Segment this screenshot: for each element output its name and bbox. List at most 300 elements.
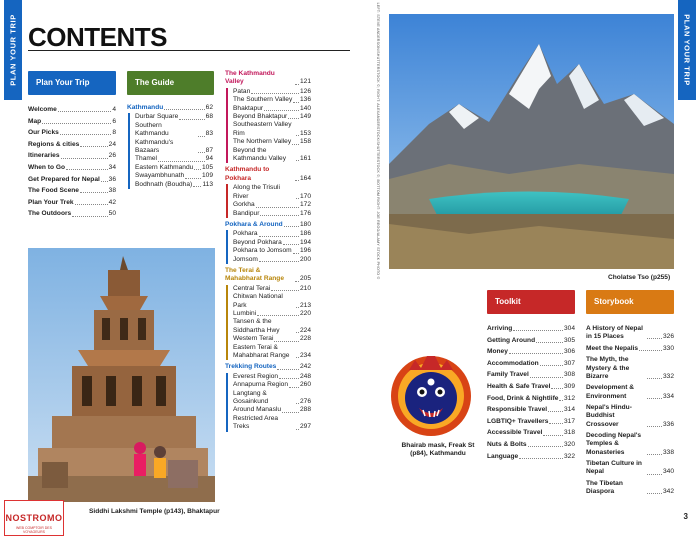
guide-section-items <box>128 113 213 189</box>
leader-dots <box>158 161 205 162</box>
leader-dots <box>536 342 563 343</box>
toolkit-item-page: 306 <box>563 348 575 356</box>
guide-item-page: 158 <box>299 138 311 146</box>
guide-item-page: 288 <box>299 406 311 414</box>
storybook-item[interactable] <box>586 384 674 400</box>
leader-dots <box>513 330 563 331</box>
leader-dots <box>179 119 204 120</box>
leader-dots <box>295 84 299 85</box>
guide-section <box>225 70 311 163</box>
guide-item-page: 136 <box>299 96 311 104</box>
guide-item[interactable] <box>233 390 311 407</box>
storybook-item-page: 340 <box>662 468 674 476</box>
plan-item-page: 26 <box>108 152 116 160</box>
guide-item-page: 200 <box>299 255 311 263</box>
guide-item-page: 297 <box>299 423 311 431</box>
toolkit-item-page: 318 <box>563 429 575 437</box>
toolkit-item-label: Food, Drink & Nightlife <box>487 394 559 402</box>
toolkit-item-label: Family Travel <box>487 371 529 379</box>
guide-item[interactable] <box>233 147 311 164</box>
leader-dots <box>551 388 563 389</box>
toolkit-item[interactable] <box>487 441 575 449</box>
plan-item[interactable] <box>28 106 116 114</box>
guide-item[interactable] <box>135 164 213 172</box>
guide-item-label: Bodhnath (Boudha) <box>135 180 193 188</box>
leader-dots <box>647 398 662 399</box>
plan-item[interactable] <box>28 141 116 149</box>
toolkit-item-page: 322 <box>563 452 575 460</box>
guide-section-title[interactable] <box>225 363 311 371</box>
mask-caption: Bhairab mask, Freak St (p84), Kathmandu <box>401 442 475 457</box>
guide-item-page: 113 <box>202 180 213 188</box>
section-title-label: The Kathmandu Valley <box>225 70 275 86</box>
leader-dots <box>289 387 299 388</box>
section-title-page: 180 <box>299 220 311 228</box>
guide-item-label: Patan <box>233 87 251 95</box>
plan-item[interactable] <box>28 152 116 160</box>
guide-column-1 <box>127 104 213 192</box>
guide-item-page: 228 <box>299 335 311 343</box>
guide-item-page: 260 <box>299 381 311 389</box>
guide-section <box>127 104 213 189</box>
guide-item-label: Pokhara <box>233 230 258 238</box>
guide-item-label: Lumbini <box>233 309 257 317</box>
section-title-label: The Terai & Mahabharat Range <box>225 266 284 283</box>
photo-credit: LEFT: STEVE ANDERSON/SHUTTERSTOCK ©; RIGHT: ALEXANDERSTOCK/SHUTTERSTOCK ©; BOTTOM RIGHT: JOE REGO/ALAMY STOCK PHOTO © <box>376 2 380 280</box>
plan-item-label: Get Prepared for Nepal <box>28 175 100 183</box>
leader-dots <box>60 134 112 135</box>
toolkit-item[interactable] <box>487 371 575 379</box>
plan-item-page: 42 <box>108 198 116 206</box>
toolkit-item[interactable] <box>487 337 575 345</box>
guide-item[interactable] <box>233 256 311 264</box>
plan-item[interactable] <box>28 187 116 195</box>
guide-item[interactable] <box>233 247 311 255</box>
leader-dots <box>548 411 563 412</box>
guide-item-page: 276 <box>299 398 311 406</box>
leader-dots <box>257 315 299 316</box>
guide-item[interactable] <box>233 184 311 201</box>
storybook-item-label: Development & Environment <box>586 384 634 400</box>
toolkit-item[interactable] <box>487 360 575 368</box>
plan-item[interactable] <box>28 176 116 184</box>
section-title-page: 121 <box>299 78 311 86</box>
storybook-item-label: The Myth, the Mystery & the Bizarre <box>586 356 630 380</box>
guide-item[interactable] <box>233 285 311 293</box>
leader-dots <box>164 109 204 110</box>
guide-item-label: Beyond the Kathmandu Valley <box>233 146 287 163</box>
plan-item-page: 4 <box>112 106 116 113</box>
leader-dots <box>559 400 563 401</box>
storybook-item-page: 338 <box>662 448 674 456</box>
plan-item-page: 50 <box>108 210 116 218</box>
leader-dots <box>75 204 108 205</box>
leader-dots <box>101 181 108 182</box>
guide-item-page: 176 <box>299 209 311 217</box>
toolkit-item-page: 308 <box>563 371 575 379</box>
guide-item-label: Kathmandu's Bazaars <box>135 138 174 155</box>
leader-dots <box>277 369 299 370</box>
guide-item-page: 87 <box>205 147 213 155</box>
guide-item-page: 224 <box>299 326 311 334</box>
guide-section-items <box>226 230 311 264</box>
guide-item[interactable] <box>233 373 311 381</box>
plan-item-label: Map <box>28 117 42 125</box>
toolkit-list <box>487 325 575 464</box>
leader-dots <box>296 357 299 358</box>
guide-item[interactable] <box>135 172 213 180</box>
guide-item[interactable] <box>233 201 311 209</box>
guide-item[interactable] <box>233 406 311 414</box>
leader-dots <box>284 226 299 227</box>
section-title-page: 205 <box>299 275 311 283</box>
leader-dots <box>42 123 111 124</box>
leader-dots <box>194 169 201 170</box>
guide-item-label: Eastern Terai & Mahabharat Range <box>233 343 290 359</box>
section-title-page: 164 <box>299 174 311 182</box>
guide-item-label: Western Terai <box>233 335 274 343</box>
storybook-item[interactable] <box>586 325 674 341</box>
the-guide-header: The Guide <box>127 71 214 95</box>
leader-dots <box>282 412 299 413</box>
toolkit-item-page: 309 <box>563 382 575 390</box>
guide-item[interactable] <box>233 121 311 138</box>
plan-item-page: 24 <box>108 140 116 148</box>
guide-item-label: Restricted Area Treks <box>233 414 279 431</box>
plan-item-label: The Food Scene <box>28 187 79 195</box>
leader-dots <box>295 281 299 282</box>
guide-item-page: 196 <box>299 247 311 255</box>
leader-dots <box>543 435 563 436</box>
section-title-label: Pokhara & Around <box>225 220 283 228</box>
toolkit-item-page: 317 <box>563 417 575 425</box>
toolkit-item-label: Getting Around <box>487 336 536 344</box>
guide-item-page: 105 <box>201 163 213 171</box>
guide-item-label: Bhaktapur <box>233 104 264 112</box>
leader-dots <box>80 192 108 193</box>
storybook-list <box>586 325 674 500</box>
leader-dots <box>259 261 299 262</box>
toolkit-item-label: Arriving <box>487 325 513 332</box>
guide-item[interactable] <box>233 344 311 361</box>
leader-dots <box>530 377 563 378</box>
guide-item[interactable] <box>233 293 311 310</box>
guide-section <box>225 221 311 264</box>
leader-dots <box>540 365 563 366</box>
guide-item-label: Beyond Bhaktapur <box>233 113 288 121</box>
toolkit-item-label: Health & Safe Travel <box>487 382 551 390</box>
guide-item-label: Southeastern Valley Rim <box>233 121 292 137</box>
toolkit-item-label: Language <box>487 452 519 460</box>
guide-item-label: Everest Region <box>233 372 279 380</box>
plan-item[interactable] <box>28 210 116 218</box>
plan-item-label: Plan Your Trek <box>28 198 74 206</box>
guide-item-label: Thamel <box>135 155 157 163</box>
section-title-label: Kathmandu to Pokhara <box>225 166 270 182</box>
mountain-photo <box>389 14 674 269</box>
guide-section <box>225 166 311 217</box>
guide-item-label: Eastern Kathmandu <box>135 163 194 171</box>
plan-item[interactable] <box>28 164 116 172</box>
guide-item-page: 213 <box>299 301 311 309</box>
toolkit-item[interactable] <box>487 406 575 414</box>
guide-item[interactable] <box>233 335 311 343</box>
toolkit-item[interactable] <box>487 418 575 426</box>
leader-dots <box>647 493 662 494</box>
guide-item-label: Around Manaslu <box>233 406 282 414</box>
storybook-item-label: Nepal's Hindu-Buddhist Crossover <box>586 404 632 428</box>
leader-dots <box>256 207 299 208</box>
guide-item-page: 210 <box>299 284 311 292</box>
toolkit-item-page: 307 <box>563 359 575 367</box>
leader-dots <box>293 102 299 103</box>
toolkit-item[interactable] <box>487 395 575 403</box>
leader-dots <box>193 186 201 187</box>
plan-item-page: 34 <box>108 163 116 171</box>
leader-dots <box>260 215 299 216</box>
leader-dots <box>647 454 662 455</box>
toolkit-item[interactable] <box>487 325 575 333</box>
guide-item-label: The Southern Valley <box>233 96 293 104</box>
guide-item-page: 140 <box>299 104 311 112</box>
guide-item-page: 172 <box>299 201 311 209</box>
storybook-item[interactable] <box>586 480 674 496</box>
guide-item[interactable] <box>135 155 213 163</box>
guide-item[interactable] <box>233 310 311 318</box>
guide-item[interactable] <box>233 88 311 96</box>
storybook-item[interactable] <box>586 356 674 381</box>
leader-dots <box>647 378 662 379</box>
guide-item-label: Along the Trisuli River <box>233 184 280 200</box>
guide-item[interactable] <box>135 139 213 156</box>
guide-item-label: Southern Kathmandu <box>135 121 169 138</box>
temple-photo <box>28 248 215 502</box>
leader-dots <box>66 169 108 170</box>
guide-item-label: Bandipur <box>233 209 260 217</box>
toolkit-item-page: 304 <box>563 325 575 332</box>
guide-item-label: Annapurna Region <box>233 381 288 389</box>
guide-section-title[interactable] <box>225 166 311 183</box>
guide-item-label: Central Terai <box>233 284 271 292</box>
storybook-item[interactable] <box>586 432 674 457</box>
plan-your-trip-header: Plan Your Trip <box>28 71 116 95</box>
guide-section-items <box>226 285 311 361</box>
guide-item-page: 170 <box>299 192 311 200</box>
storybook-item-page: 342 <box>662 488 674 496</box>
guide-item-label: Swayambhunath <box>135 172 185 180</box>
guide-section-title[interactable] <box>225 70 311 87</box>
plan-your-trip-list <box>28 106 116 222</box>
toolkit-item-label: Responsible Travel <box>487 406 548 414</box>
bhairab-mask-image <box>389 352 473 442</box>
leader-dots <box>296 307 299 308</box>
guide-section-items <box>226 88 311 164</box>
guide-item-label: The Northern Valley <box>233 138 292 146</box>
plan-item-label: Our Picks <box>28 129 59 137</box>
toolkit-item[interactable] <box>487 429 575 437</box>
guide-item-label: Pokhara to Jomsom <box>233 247 292 255</box>
temple-caption: Siddhi Lakshmi Temple (p143), Bhaktapur <box>89 508 220 515</box>
plan-item-page: 38 <box>108 187 116 195</box>
guide-section-items <box>226 184 311 218</box>
guide-item-label: Chitwan National Park <box>233 293 283 309</box>
leader-dots <box>549 423 563 424</box>
storybook-item[interactable] <box>586 345 674 353</box>
toolkit-item-label: Accommodation <box>487 359 539 367</box>
plan-item-page: 36 <box>108 175 116 183</box>
plan-item-label: When to Go <box>28 163 65 171</box>
toolkit-item-label: Money <box>487 348 508 356</box>
guide-item-label: Gorkha <box>233 201 255 209</box>
leader-dots <box>296 198 299 199</box>
toolkit-item-label: Accessible Travel <box>487 429 543 437</box>
plan-item[interactable] <box>28 129 116 137</box>
guide-item-page: 149 <box>299 113 311 121</box>
leader-dots <box>185 178 201 179</box>
plan-item[interactable] <box>28 118 116 126</box>
section-title-page: 62 <box>205 104 213 111</box>
guide-section <box>225 363 311 431</box>
storybook-item[interactable] <box>586 460 674 476</box>
storybook-item-page: 334 <box>662 392 674 400</box>
section-title-label: Kathmandu <box>127 104 164 111</box>
guide-item-label: Beyond Pokhara <box>233 238 282 246</box>
guide-item-page: 186 <box>299 230 311 238</box>
leader-dots <box>528 446 563 447</box>
plan-item-label: Regions & cities <box>28 140 80 148</box>
plan-item-label: The Outdoors <box>28 210 72 218</box>
plan-item-page: 8 <box>112 129 116 137</box>
leader-dots <box>647 426 662 427</box>
toolkit-item-label: LGBTIQ+ Travellers <box>487 417 549 425</box>
storybook-header: Storybook <box>586 290 674 314</box>
guide-item-label: Jomsom <box>233 255 258 263</box>
guide-item-page: 83 <box>205 130 213 138</box>
leader-dots <box>61 158 108 159</box>
guide-item[interactable] <box>233 96 311 104</box>
leader-dots <box>293 253 299 254</box>
nostromo-logo: NOSTROMO WEB COMPTOIR DES VOYAGEURS <box>4 500 64 536</box>
guide-item[interactable] <box>233 239 311 247</box>
toolkit-item[interactable] <box>487 453 575 461</box>
page-number: 3 <box>683 512 688 521</box>
guide-section-title[interactable] <box>225 267 311 284</box>
leader-dots <box>639 350 662 351</box>
leader-dots <box>264 110 299 111</box>
guide-item-page: 220 <box>299 309 311 317</box>
title-rule <box>28 50 350 51</box>
guide-item-page: 248 <box>299 372 311 380</box>
leader-dots <box>58 111 111 112</box>
toolkit-item-page: 314 <box>563 406 575 414</box>
guide-item[interactable] <box>233 113 311 121</box>
guide-column-2 <box>225 70 311 435</box>
guide-item[interactable] <box>135 181 213 189</box>
toolkit-item-page: 312 <box>563 394 575 402</box>
guide-section-title[interactable] <box>127 104 213 112</box>
leader-dots <box>283 244 299 245</box>
guide-item-page: 194 <box>299 238 311 246</box>
guide-item[interactable] <box>135 113 213 121</box>
leader-dots <box>296 332 299 333</box>
guide-section-items <box>226 373 311 432</box>
plan-item[interactable] <box>28 199 116 207</box>
guide-item[interactable] <box>233 138 311 146</box>
leader-dots <box>519 458 563 459</box>
plan-item-label: Itineraries <box>28 152 60 160</box>
guide-item-label: Tansen & the Siddhartha Hwy <box>233 318 280 334</box>
leader-dots <box>292 144 299 145</box>
guide-item[interactable] <box>135 122 213 139</box>
guide-item-page: 161 <box>299 155 311 163</box>
leader-dots <box>198 152 205 153</box>
plan-item-label: Welcome <box>28 106 57 113</box>
right-page <box>350 0 700 540</box>
guide-section-title[interactable] <box>225 221 311 229</box>
section-title-page: 242 <box>299 363 311 371</box>
guide-item[interactable] <box>233 105 311 113</box>
guide-item[interactable] <box>233 210 311 218</box>
guide-item-label: Langtang & Gosainkund <box>233 389 269 406</box>
guide-item-page: 153 <box>299 129 311 137</box>
leader-dots <box>271 290 299 291</box>
guide-item-page: 234 <box>299 352 311 359</box>
storybook-item-label: Tibetan Culture in Nepal <box>586 460 642 476</box>
plan-your-trip-tab: PLAN YOUR TRIP <box>4 0 22 100</box>
storybook-item-page: 332 <box>662 372 674 380</box>
storybook-item-page: 326 <box>662 333 674 341</box>
leader-dots <box>295 180 299 181</box>
leader-dots <box>80 146 107 147</box>
leader-dots <box>296 135 299 136</box>
guide-item-page: 109 <box>201 172 213 180</box>
plan-item-page: 6 <box>112 117 116 125</box>
leader-dots <box>279 378 299 379</box>
guide-item[interactable] <box>233 381 311 389</box>
guide-item-label: Durbar Square <box>135 113 179 121</box>
leader-dots <box>198 136 205 137</box>
guide-section <box>225 267 311 360</box>
toolkit-item[interactable] <box>487 348 575 356</box>
leader-dots <box>259 236 299 237</box>
toolkit-header: Toolkit <box>487 290 575 314</box>
section-title-label: Trekking Routes <box>225 363 277 371</box>
leader-dots <box>251 93 299 94</box>
storybook-item-label: The Tibetan Diaspora <box>586 479 623 496</box>
guide-item[interactable] <box>233 415 311 432</box>
storybook-item-label: Decoding Nepal's Temples & Monasteries <box>586 432 642 456</box>
leader-dots <box>274 341 299 342</box>
leader-dots <box>296 160 299 161</box>
mountain-caption: Cholatse Tso (p255) <box>608 274 671 281</box>
toolkit-item[interactable] <box>487 383 575 391</box>
leader-dots <box>288 118 299 119</box>
toolkit-item-page: 305 <box>563 336 575 344</box>
leader-dots <box>647 338 662 339</box>
leader-dots <box>647 474 662 475</box>
guide-item[interactable] <box>233 318 311 335</box>
plan-your-trip-tab-right: PLAN YOUR TRIP <box>678 0 696 100</box>
toolkit-item-page: 320 <box>563 440 575 448</box>
storybook-item[interactable] <box>586 404 674 429</box>
leader-dots <box>72 216 107 217</box>
leader-dots <box>296 403 299 404</box>
leader-dots <box>509 353 563 354</box>
storybook-item-label: Meet the Nepalis <box>586 344 639 352</box>
storybook-item-page: 330 <box>662 344 674 352</box>
guide-item[interactable] <box>233 230 311 238</box>
guide-item-page: 68 <box>205 113 213 121</box>
